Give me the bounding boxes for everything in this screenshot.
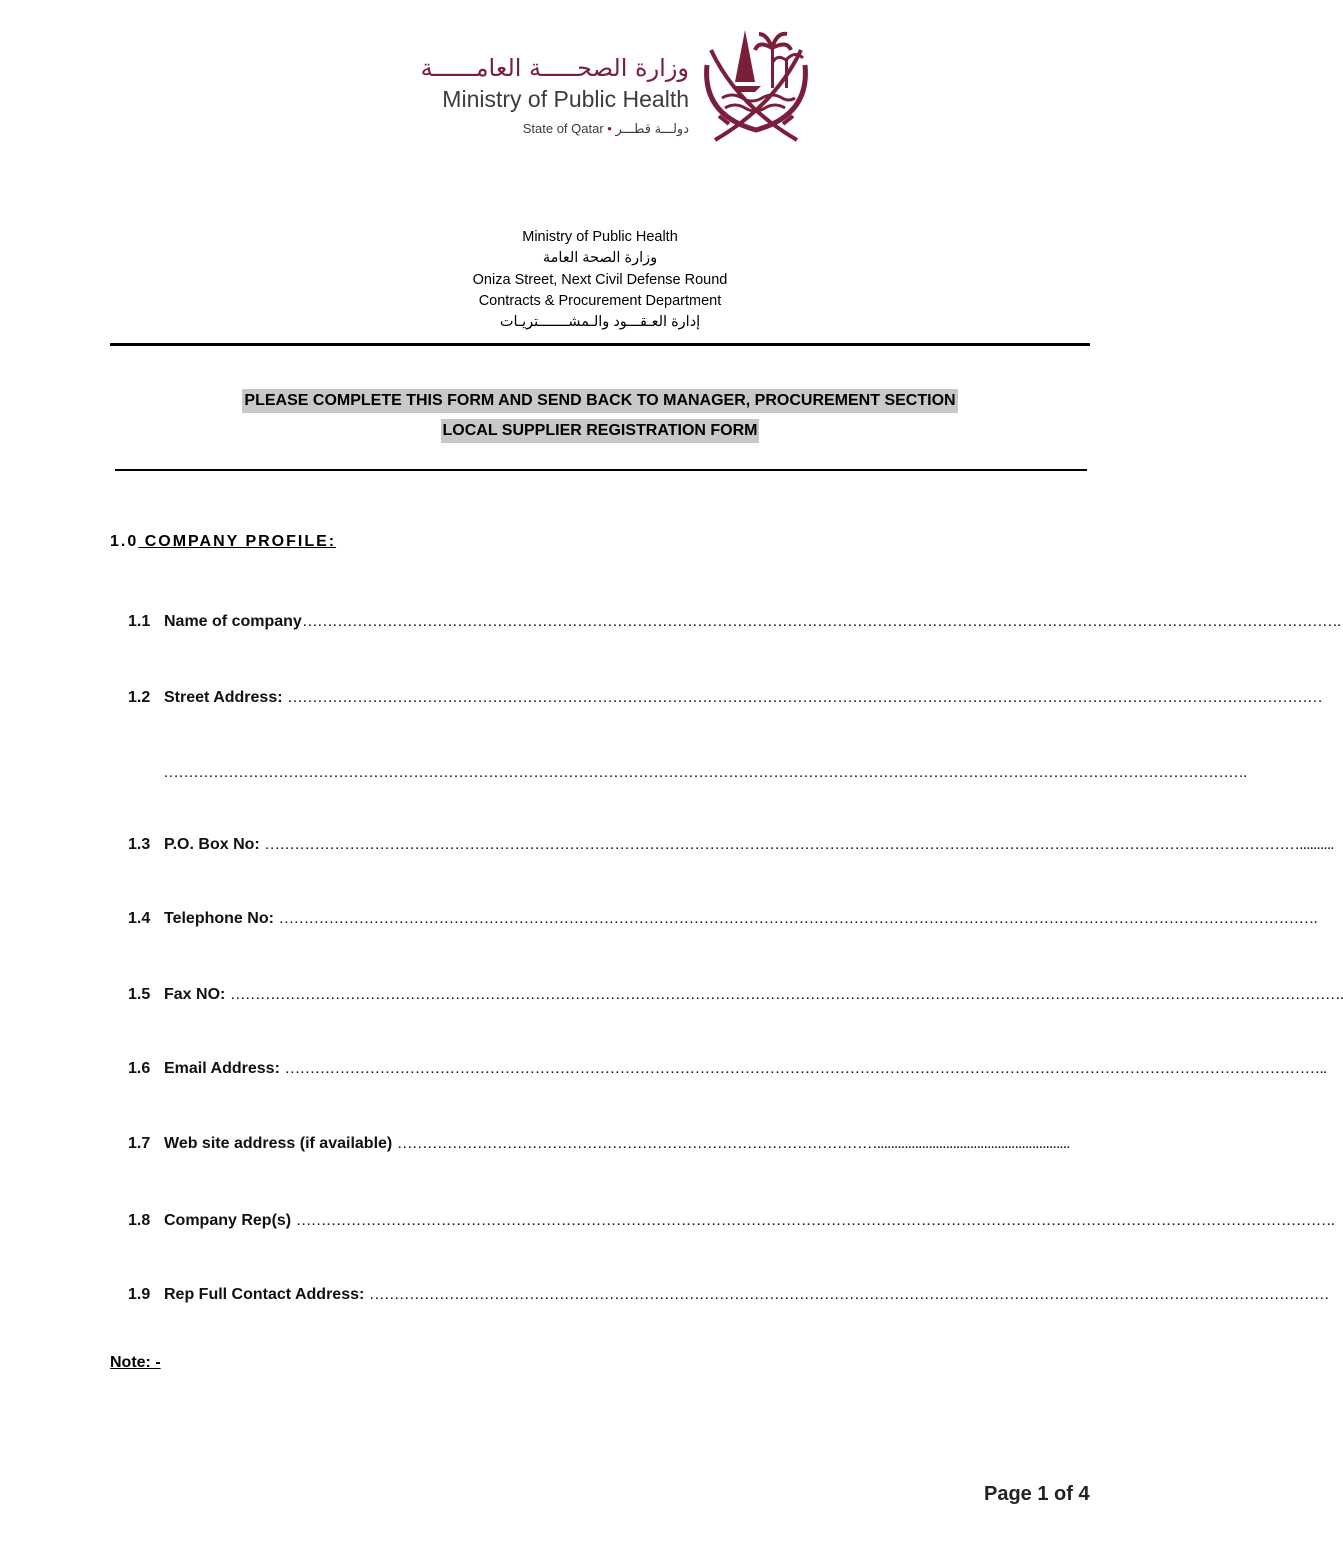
field-email[interactable] (128, 1058, 1327, 1080)
field-label: P.O. Box No: (164, 836, 265, 853)
banner-divider (115, 469, 1087, 471)
logo-english-name: Ministry of Public Health (442, 86, 689, 112)
field-number: 1.5 (128, 986, 151, 1003)
fill-line: ……………………………………………………………………………………………………………………………………………………………………………………….......... (264, 836, 1334, 853)
note-label: Note: - (110, 1354, 161, 1371)
field-label: Telephone No: (164, 910, 279, 927)
field-street-address-line2[interactable] (163, 762, 1247, 784)
field-company-name[interactable] (128, 611, 1341, 633)
field-number: 1.8 (128, 1212, 151, 1229)
logo-arabic-name: وزارة الصحـــــة العامــــــة (420, 54, 689, 82)
fill-line: ………………………………………………………………………………………………………………………………………………………………………………………. (295, 1212, 1335, 1229)
instruction-banner (0, 389, 1200, 413)
header-address: Oniza Street, Next Civil Defense Round (472, 272, 728, 288)
fill-line: ………………………………………………………………………………………………………………………………………………………………………………………. (278, 910, 1317, 927)
header-ministry-ar: وزارة الصحة العامة (542, 250, 658, 266)
section-heading: COMPANY PROFILE: (138, 533, 337, 550)
field-label: Street Address: (164, 689, 287, 706)
page-separator: of (1048, 1483, 1079, 1505)
page-current: 1 (1037, 1483, 1049, 1505)
header-department-ar: إدارة العـقـــود والـمشـــــــتريـات (499, 314, 701, 330)
field-po-box[interactable] (128, 834, 1334, 856)
field-number: 1.9 (128, 1286, 151, 1303)
header-department-en: Contracts & Procurement Department (478, 293, 722, 309)
field-number: 1.1 (128, 613, 151, 630)
field-label: Rep Full Contact Address: (164, 1286, 369, 1303)
field-rep-contact-address[interactable] (128, 1284, 1329, 1306)
header-ministry-en (0, 227, 1200, 248)
field-label: Company Rep(s) (164, 1212, 296, 1229)
field-number: 1.6 (128, 1060, 151, 1077)
ministry-en-text: Ministry of Public Health (522, 229, 678, 245)
fill-line: ………………………………………………………………………………………………………………………………………………………………………… (368, 1286, 1329, 1303)
instruction-text: PLEASE COMPLETE THIS FORM AND SEND BACK TO MANAGER, PROCUREMENT SECTION (242, 389, 957, 413)
field-label: Fax NO: (164, 986, 230, 1003)
fill-line: ……………………………………………………………………………………........................................................ (396, 1135, 1070, 1152)
field-label: Name of company (164, 613, 302, 630)
form-title-banner (0, 419, 1200, 443)
ministry-logo (420, 20, 815, 150)
page-number (984, 1483, 1090, 1506)
field-street-address[interactable] (128, 687, 1322, 709)
field-number: 1.4 (128, 910, 151, 927)
logo-state (421, 120, 689, 138)
field-label: Email Address: (164, 1060, 285, 1077)
field-website[interactable] (128, 1133, 1090, 1155)
logo-state-en: State of Qatar (522, 121, 604, 136)
field-number: 1.2 (128, 689, 151, 706)
section-number: 1.0 (110, 533, 139, 550)
field-label: Web site address (if available) (164, 1135, 397, 1152)
logo-state-ar: دولـــة قطـــر (615, 121, 689, 136)
fill-line: ……………………………………………………………………………………………………………………………………………………………………………………….. (284, 1060, 1327, 1077)
field-telephone[interactable] (128, 908, 1317, 930)
qatar-emblem-icon (697, 20, 815, 144)
field-number: 1.7 (128, 1135, 151, 1152)
field-fax[interactable] (128, 984, 1343, 1006)
field-company-rep[interactable] (128, 1210, 1335, 1232)
logo-dot-icon: • (607, 121, 612, 136)
logo-text (421, 54, 689, 138)
section-title (110, 533, 336, 551)
fill-line: ………………………………………………………………………………………………………………………………………………………………………………………. (301, 613, 1341, 630)
field-number: 1.3 (128, 836, 151, 853)
fill-line: ……………………………………………………………………………………………………………………………………………………………………………………………………. (229, 986, 1343, 1003)
fill-line: ………………………………………………………………………………………………………………………………………………………………………………………………. (163, 764, 1247, 781)
header-divider (110, 343, 1090, 346)
page-total: 4 (1078, 1483, 1090, 1505)
form-title: LOCAL SUPPLIER REGISTRATION FORM (441, 419, 760, 443)
page-prefix: Page (984, 1483, 1038, 1505)
fill-line: ……………………………………………………………………………………………………………………………………………………………………………………… (287, 689, 1322, 706)
